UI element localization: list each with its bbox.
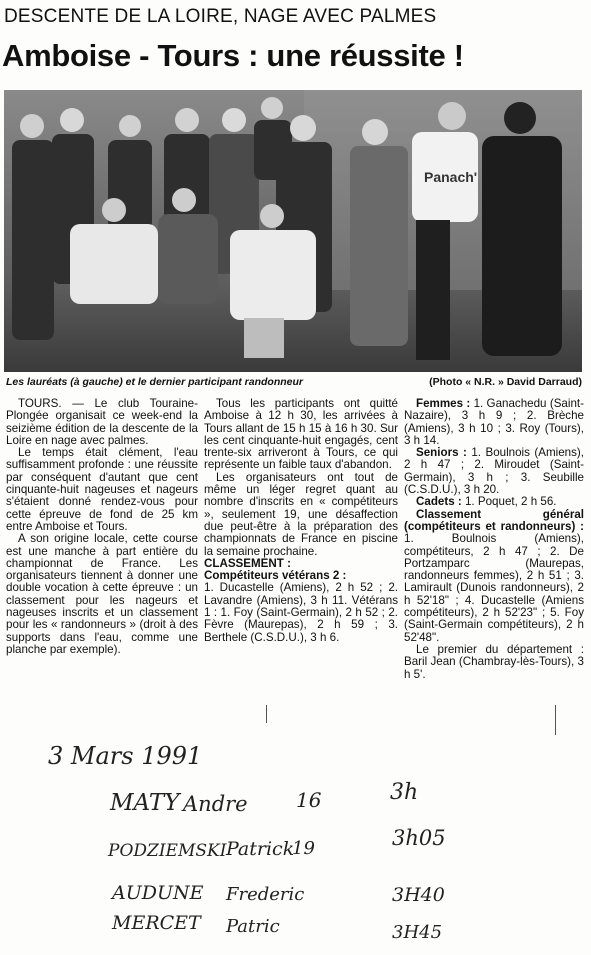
femmes-label: Femmes : — [416, 397, 471, 410]
handwritten-time: 3h — [390, 780, 419, 805]
stray-mark — [555, 705, 556, 735]
handwritten-date: 3 Mars 1991 — [48, 742, 203, 770]
general-results: 1. Boulnois (Amiens), compétiteurs, 2 h 47 ; 2. De Portzamparc (Maurepas, randonneurs femmes), 2 h 51 ; 3. Lamirault (Dunois randonneurs), 2 h 52'18" ; 4. Ducastelle (Amiens compétiteurs), 2 h 52'23" ; 5. Foy (Saint-Germain compétiteurs), 2 h 52'48". — [404, 532, 584, 644]
handwritten-time: 3H40 — [392, 884, 445, 906]
group-photo — [4, 90, 582, 372]
classement-heading: CLASSEMENT : — [204, 556, 291, 570]
paragraph: Tous les participants ont quitté Amboise à 12 h 30, les arrivées à Tours allant de 15 h 15 à 16 h 30. Sur les cent cinquante-huit engagés, cent trente-six arriveront à Tours, ce qui représente un faible taux d'abandon. — [204, 397, 398, 472]
paragraph: TOURS. — Le club Touraine-Plongée organisait ce week-end la seizième édition de la descente de la Loire en nage avec palmes. — [6, 397, 198, 447]
handwritten-time: 3H45 — [392, 922, 443, 943]
paragraph: Les organisateurs ont tout de même un léger regret quant au nombre d'inscrits en « compétiteurs », seulement 19, une désaffection due peut-être à la préparation des championnats de France en piscine la semaine prochaine. — [204, 470, 398, 558]
group-photo-illustration — [4, 90, 582, 372]
photo-credit: (Photo « N.R. » David Darraud) — [429, 376, 582, 388]
photo-caption: Les lauréats (à gauche) et le dernier participant randonneur — [6, 376, 303, 388]
handwritten-firstname: Patrick — [226, 838, 295, 860]
article-kicker: DESCENTE DE LA LOIRE, NAGE AVEC PALMES — [4, 6, 437, 27]
general-label: Classement général (compétiteurs et randonneurs) : — [404, 507, 584, 533]
article-column-3 — [404, 398, 584, 681]
femmes-results: 1. Ganachedu (Saint-Nazaire), 3 h 9 ; 2. Brèche (Amiens), 3 h 10 ; 3. Roy (Tours), 3 h 14. — [404, 397, 584, 447]
seniors-results: 1. Boulnois (Amiens), 2 h 47 ; 2. Miroudet (Saint-Germain), 3 h ; 3. Seubille (C.S.D.U.), 3 h 20. — [404, 446, 584, 497]
handwritten-lastname: MATY — [110, 790, 180, 816]
handwritten-firstname: Patric — [226, 916, 280, 937]
paragraph: Le temps était clément, l'eau suffisamment profonde : une réussite par conséquent d'autant que cent cinquante-huit nageuses et nageurs s'étaient donné rendez-vous pour cette épreuve de fond de 25 km entre Amboise et Tours. — [6, 446, 198, 533]
handwritten-firstname: Frederic — [226, 884, 305, 905]
cadets-results: 1. Poquet, 2 h 56. — [464, 495, 557, 509]
handwritten-lastname: MERCET — [112, 912, 201, 934]
article-column-2 — [204, 398, 398, 644]
veterans-subheading: Compétiteurs vétérans 2 : — [204, 569, 347, 583]
handwritten-lastname: PODZIEMSKI — [108, 841, 227, 861]
handwritten-lastname: AUDUNE — [112, 882, 204, 904]
article-column-1 — [6, 398, 198, 656]
cadets-label: Cadets : — [416, 495, 462, 509]
first-department: Le premier du département : Baril Jean (Chambray-lès-Tours), 3 h 5'. — [404, 642, 584, 681]
seniors-label: Seniors : — [416, 446, 467, 460]
article-headline: Amboise - Tours : une réussite ! — [2, 38, 464, 73]
handwritten-firstname: Andre — [183, 792, 248, 816]
shirt-print: Panach' — [424, 169, 478, 185]
handwritten-time: 3h05 — [392, 826, 446, 850]
stray-mark — [266, 705, 267, 723]
veterans-results: 1. Ducastelle (Amiens), 2 h 52 ; 2. Lavandre (Amiens), 3 h 11. Vétérans 1 : 1. Foy (Saint-Germain), 2 h 52 ; 2. Fèvre (Maurepas), 2 h 59 ; 3. Berthele (C.S.D.U.), 3 h 6. — [204, 581, 398, 644]
handwritten-age: 19 — [292, 838, 315, 859]
handwritten-age: 16 — [296, 788, 322, 812]
paragraph: A son origine locale, cette course est une manche à part entière du championnat de France. Les organisateurs tiennent à donner une double vocation à cette épreuve : un classement pour les nageurs et nageuses inscrits et un classement pour les « randonneurs » (droit à des supports dans l'eau, comme une planche par exemple). — [6, 532, 198, 656]
